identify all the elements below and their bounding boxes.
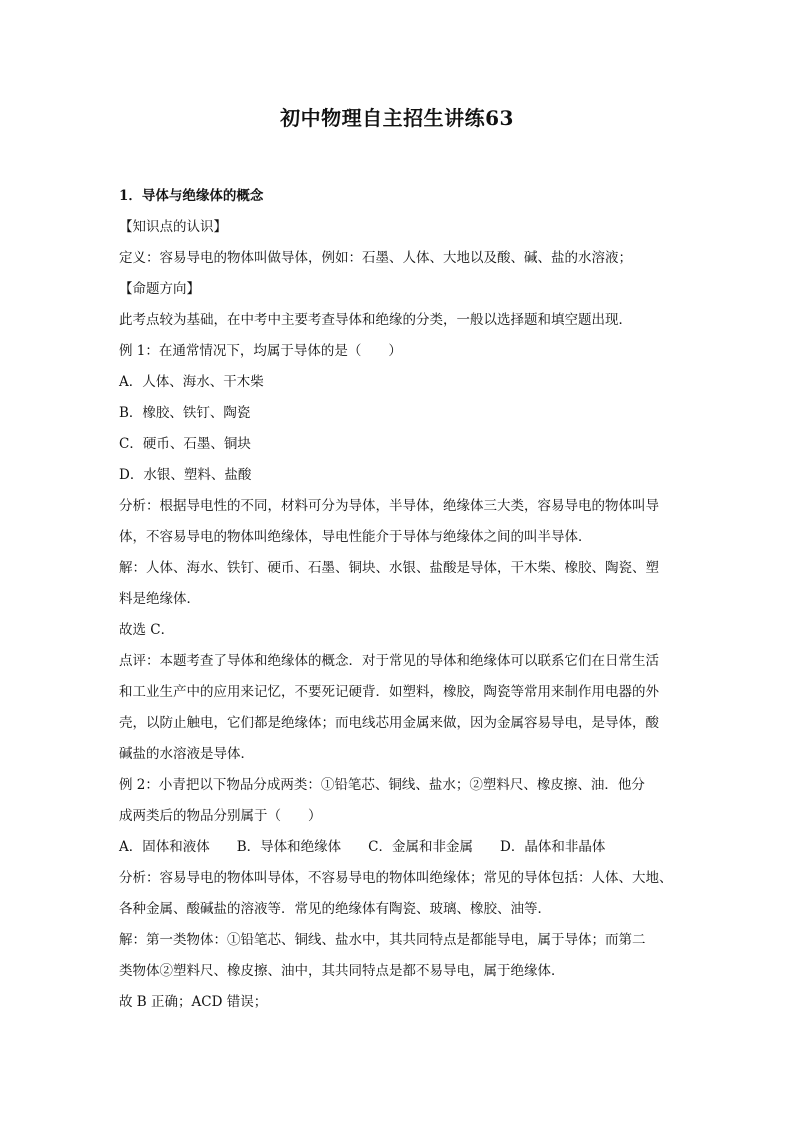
- text-line: C．硬币、石墨、铜块: [119, 436, 251, 452]
- text-line: D．水银、塑料、盐酸: [119, 467, 252, 483]
- text-line: 例 2：小青把以下物品分成两类：①铅笔芯、铜线、盐水；②塑料尺、橡皮擦、油．他分: [119, 777, 645, 793]
- section-heading: 1．导体与绝缘体的概念: [119, 188, 264, 204]
- text-line: 类物体②塑料尺、橡皮擦、油中，其共同特点是都不易导电，属于绝缘体．: [119, 963, 565, 979]
- text-line: A．人体、海水、干木柴: [119, 374, 264, 390]
- text-line: 此考点较为基础，在中考中主要考查导体和绝缘的分类，一般以选择题和填空题出现．: [119, 312, 632, 328]
- text-line: 【知识点的认识】: [119, 219, 227, 235]
- text-line: 解：第一类物体：①铅笔芯、铜线、盐水中，其共同特点是都能导电，属于导体；而第二: [119, 932, 646, 948]
- text-line: A．固体和液体 B．导体和绝缘体 C．金属和非金属 D．晶体和非晶体: [119, 839, 606, 855]
- text-line: 例 1：在通常情况下，均属于导体的是（ ）: [119, 343, 402, 359]
- text-line: 故选 C．: [119, 622, 175, 638]
- text-line: 故 B 正确；ACD 错误；: [119, 994, 268, 1010]
- document-body: [119, 181, 675, 1018]
- text-line: 各种金属、酸碱盐的溶液等．常见的绝缘体有陶瓷、玻璃、橡胶、油等．: [119, 901, 551, 917]
- text-line: 点评：本题考查了导体和绝缘体的概念．对于常见的导体和绝缘体可以联系它们在日常生活: [119, 653, 659, 669]
- text-line: 碱盐的水溶液是导体．: [119, 746, 254, 762]
- text-line: 【命题方向】: [119, 281, 200, 297]
- text-line: 体，不容易导电的物体叫绝缘体，导电性能介于导体与绝缘体之间的叫半导体．: [119, 529, 592, 545]
- text-line: 和工业生产中的应用来记忆，不要死记硬背．如塑料，橡胶，陶瓷等常用来制作用电器的外: [119, 684, 659, 700]
- text-line: 分析：容易导电的物体叫导体，不容易导电的物体叫绝缘体；常见的导体包括：人体、大地、: [119, 870, 673, 886]
- text-line: 成两类后的物品分别属于（ ）: [119, 808, 322, 824]
- text-line: 解：人体、海水、铁钉、硬币、石墨、铜块、水银、盐酸是导体，干木柴、橡胶、陶瓷、塑: [119, 560, 659, 576]
- text-line: B．橡胶、铁钉、陶瓷: [119, 405, 251, 421]
- page-title: 初中物理自主招生讲练63: [280, 106, 514, 130]
- text-line: 分析：根据导电性的不同，材料可分为导体，半导体，绝缘体三大类，容易导电的物体叫导: [119, 498, 659, 514]
- text-line: 料是绝缘体．: [119, 591, 200, 607]
- text-line: 定义：容易导电的物体叫做导体，例如：石墨、人体、大地以及酸、碱、盐的水溶液；: [119, 250, 632, 266]
- text-line: 壳，以防止触电，它们都是绝缘体；而电线芯用金属来做，因为金属容易导电，是导体，酸: [119, 715, 659, 731]
